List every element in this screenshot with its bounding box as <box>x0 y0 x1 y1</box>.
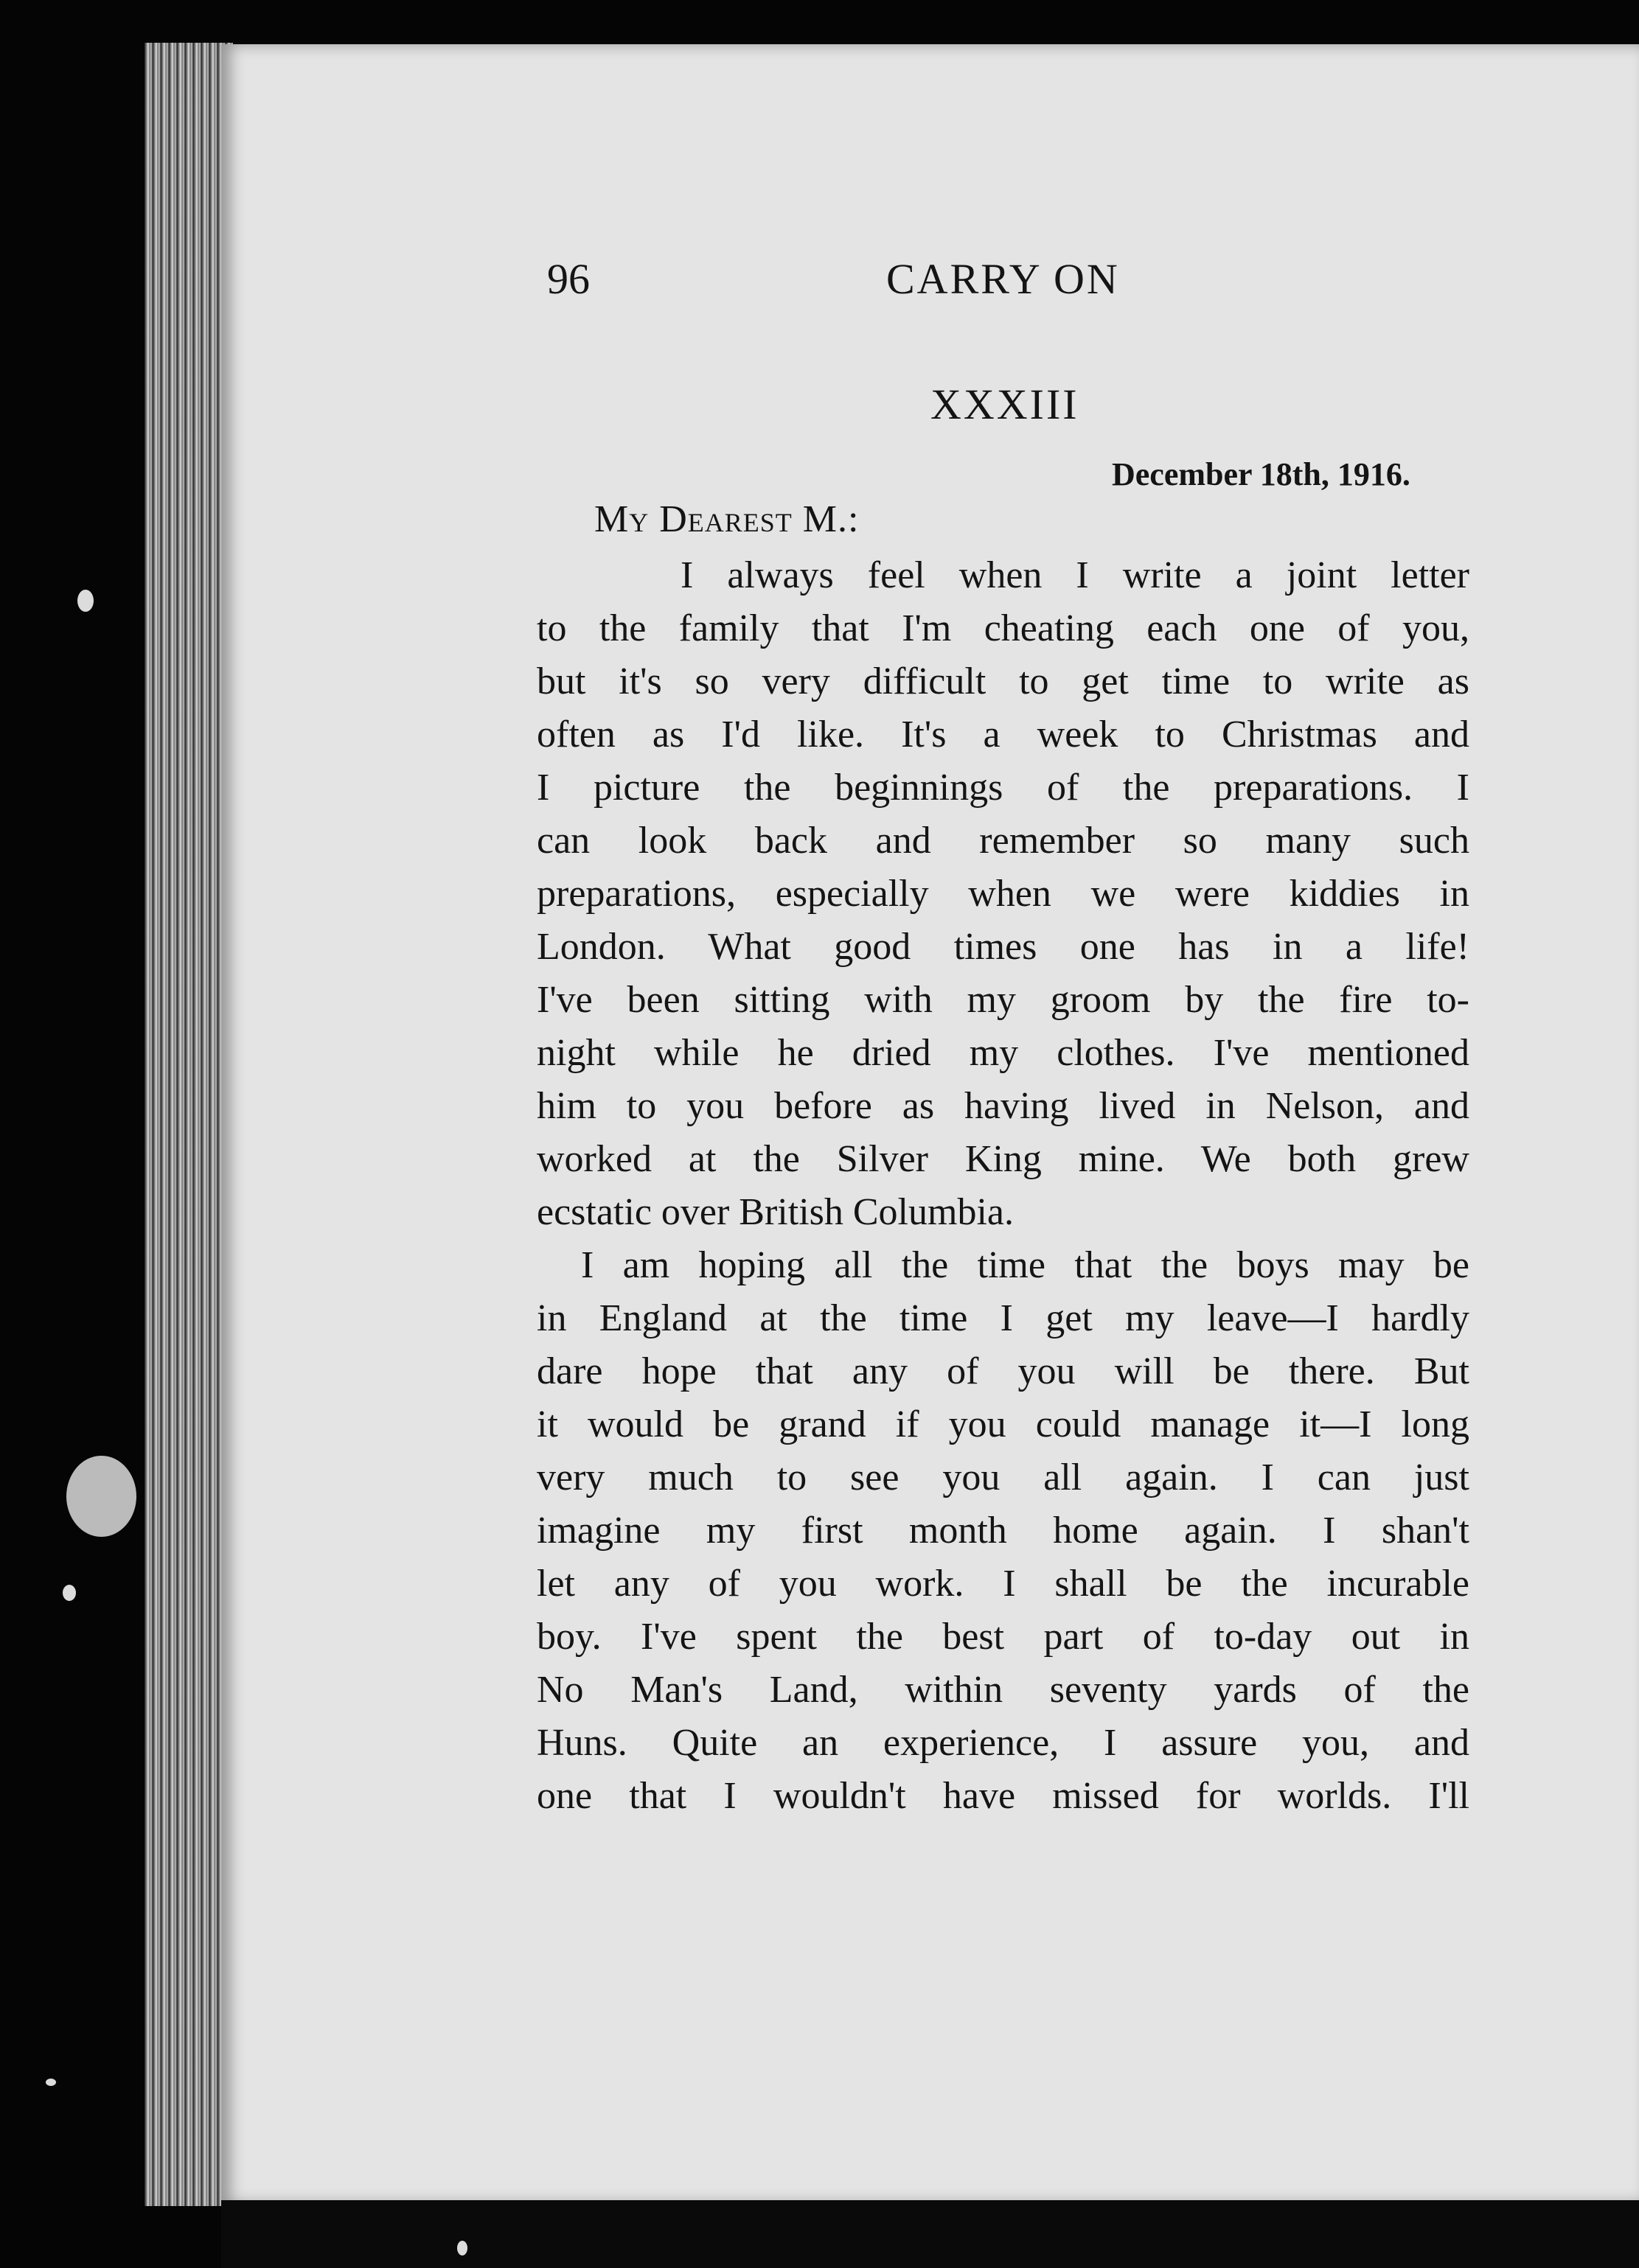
text-line: let any of you work. I shall be the incurable <box>537 1563 1469 1605</box>
text-line: can look back and remember so many such <box>537 820 1469 862</box>
letter-date: December 18th, 1916. <box>1112 456 1410 492</box>
text-line: No Man's Land, within seventy yards of the <box>537 1669 1469 1711</box>
text-line: I am hoping all the time that the boys may be <box>581 1244 1469 1286</box>
scan-speck <box>457 2241 467 2255</box>
text-line: it would be grand if you could manage it—I long <box>537 1403 1469 1445</box>
letter-body <box>537 549 1469 1823</box>
text-line: often as I'd like. It's a week to Christmas and <box>537 713 1469 756</box>
text-line: worked at the Silver King mine. We both grew <box>537 1138 1469 1180</box>
page-stack-edge <box>145 43 233 2206</box>
salutation-name: M.: <box>802 498 860 540</box>
text-line: one that I wouldn't have missed for worlds. I'll <box>537 1775 1469 1817</box>
scan-speck <box>63 1585 76 1601</box>
bottom-shadow <box>221 2200 1639 2268</box>
scan-speck <box>46 2079 56 2086</box>
text-line: night while he dried my clothes. I've mentioned <box>537 1032 1469 1074</box>
scan-speck <box>77 590 94 612</box>
text-line: imagine my first month home again. I shan't <box>537 1510 1469 1552</box>
text-line: preparations, especially when we were kiddies in <box>537 873 1469 915</box>
book-title: CARRY ON <box>886 255 1120 303</box>
chapter-heading: XXXIII <box>930 380 1079 428</box>
scan-speck <box>66 1456 136 1537</box>
text-line: I've been sitting with my groom by the fire to- <box>537 979 1469 1021</box>
text-line: very much to see you all again. I can just <box>537 1456 1469 1498</box>
text-line: but it's so very difficult to get time to write as <box>537 660 1469 702</box>
text-line: in England at the time I get my leave—I hardly <box>537 1297 1469 1339</box>
text-line: I picture the beginnings of the preparations. I <box>537 767 1469 809</box>
running-head <box>547 254 1458 313</box>
text-line: him to you before as having lived in Nelson, and <box>537 1085 1469 1127</box>
text-line: London. What good times one has in a life! <box>537 926 1469 968</box>
text-line: boy. I've spent the best part of to-day out in <box>537 1616 1469 1658</box>
salutation <box>594 498 859 541</box>
page-number: 96 <box>547 255 590 303</box>
text-line: dare hope that any of you will be there. But <box>537 1350 1469 1392</box>
salutation-lead: My Dearest <box>594 498 793 540</box>
text-line: I always feel when I write a joint letter <box>681 554 1469 596</box>
text-line: ecstatic over British Columbia. <box>537 1191 1014 1233</box>
text-line: to the family that I'm cheating each one of you, <box>537 607 1469 649</box>
text-line: Huns. Quite an experience, I assure you, and <box>537 1722 1469 1764</box>
